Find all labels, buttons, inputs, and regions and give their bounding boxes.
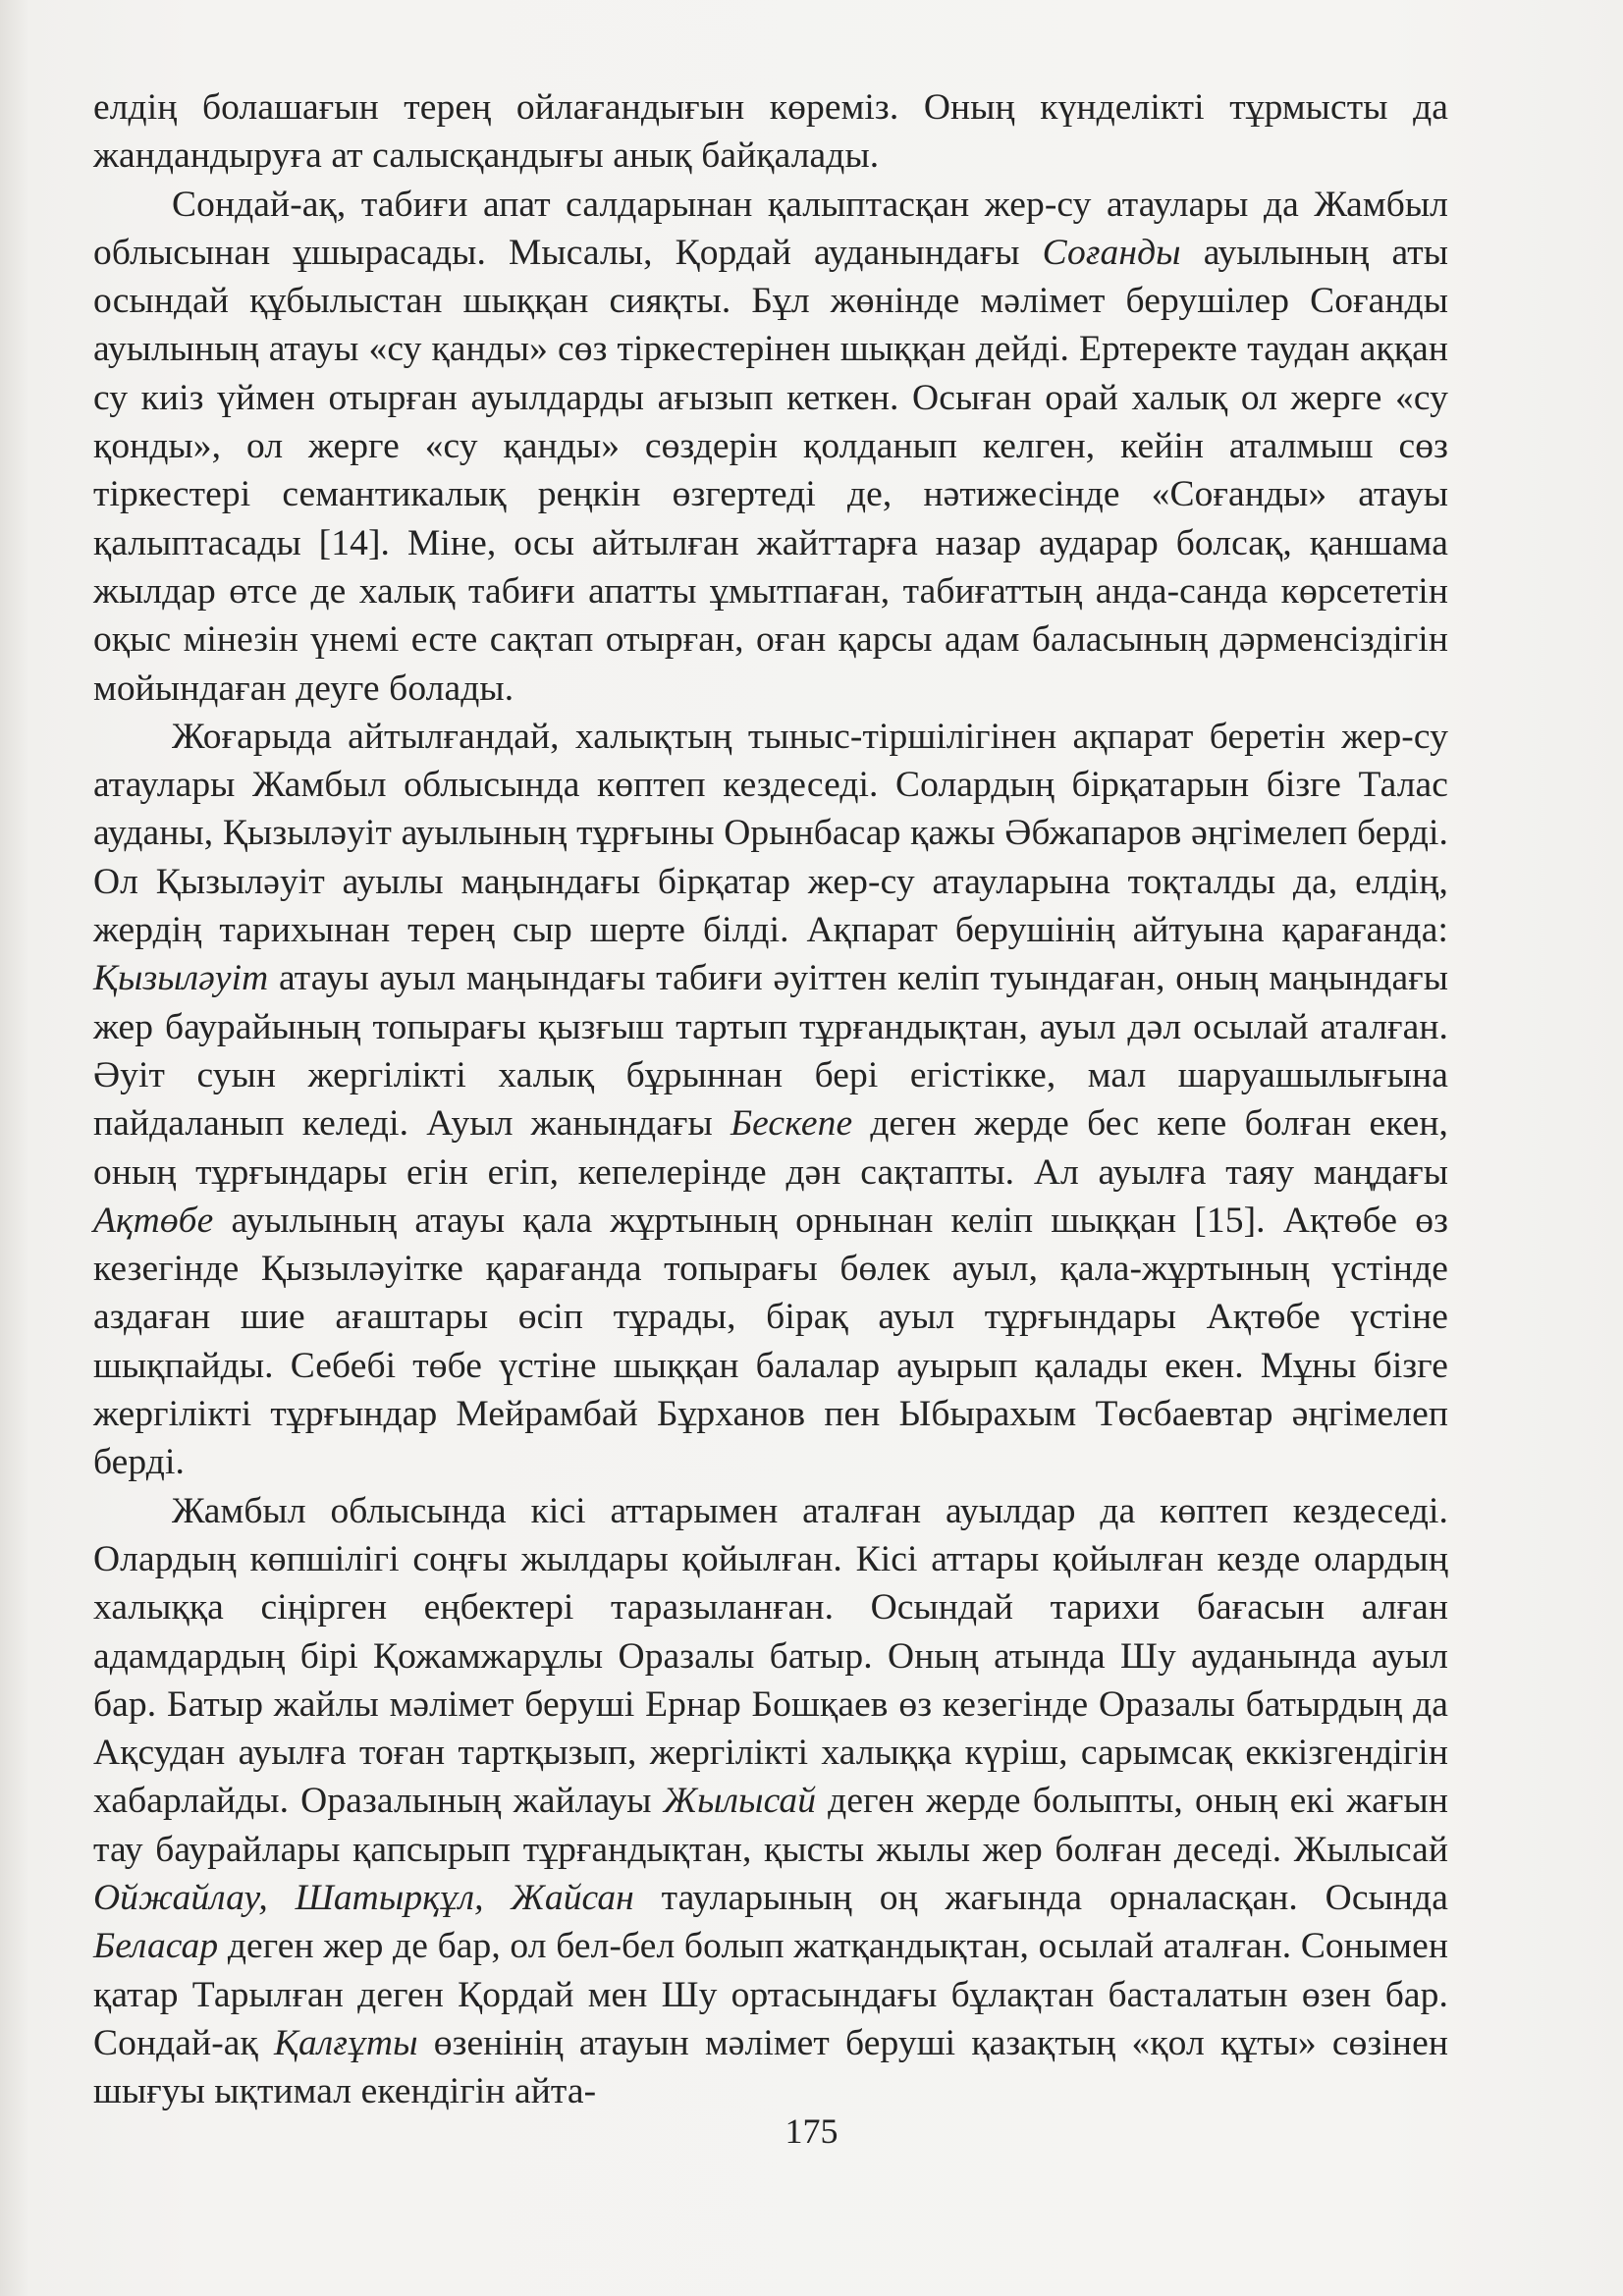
toponym-italic: Бескепе: [730, 1103, 853, 1145]
text-run: деген жер де бар, ол бел-бел болып жатқандықтан, осылай аталған. Сонымен қатар Тарылған деген Қордай мен Шу ортасындағы бұлақтан басталатын өзен бар. Сондай-ақ: [93, 1926, 1448, 2063]
text-run: Жамбыл облысында кісі аттарымен аталған ауылдар да көптеп кездеседі. Олардың көпшілігі соңғы жылдары қойылған. Кісі аттары қойылған кезде олардың халыққа сіңірген еңбектері таразыланған. Осындай тарихи бағасын алған адамдардың бірі Қожамжарұлы Оразалы батыр. Оның атында Шу ауданында ауыл бар. Батыр жайлы мәлімет беруші Ернар Бошқаев өз кезегінде Оразалы батырдың да Ақсудан ауылға тоған тартқызып, жергілікті халыққа күріш, сарымсақ еккізгендігін хабарлайды. Оразалының жайлауы: [93, 1490, 1448, 1822]
toponym-italic: Ақтөбе: [93, 1200, 214, 1241]
paragraph-2: [93, 181, 1448, 713]
body-text: [93, 83, 1448, 2115]
toponym-italic: Ойжайлау, Шатырқұл, Жайсан: [93, 1877, 634, 1918]
text-run: деген жерде бес кепе болған екен, оның тұрғындары егін егіп, кепелерінде дән сақтапты. Ал ауылға таяу маңдағы: [93, 1103, 1448, 1193]
text-run: өзенінің атауын мәлімет беруші қазақтың «қол құты» сөзінен шығуы ықтимал екендігін айта-: [93, 2022, 1449, 2112]
toponym-italic: Жылысай: [663, 1781, 817, 1822]
toponym-italic: Қызыләуіт: [93, 958, 269, 999]
paragraph-1: [93, 83, 1448, 181]
text-run: атауы ауыл маңындағы табиғи әуіттен келіп туындаған, оның маңындағы жер баурайының топырағы қызғыш тартып тұрғандықтан, ауыл дәл осылай аталған. Әуіт суын жергілікті халық бұрыннан бері егістікке, мал шаруашылығына пайдаланып келеді. Ауыл жанындағы: [93, 958, 1448, 1145]
text-run: ауылының атауы қала жұртының орнынан келіп шыққан [15]. Ақтөбе өз кезегінде Қызыләуітке қарағанда топырағы бөлек ауыл, қала-жұртының үстінде аздаған шие ағаштары өсіп тұрады, бірақ ауыл тұрғындары Ақтөбе үстіне шықпайды. Себебі төбе үстіне шыққан балалар ауырып қалады екен. Мұны бізге жергілікті тұрғындар Мейрамбай Бұрханов пен Ыбырахым Төсбаевтар әңгімелеп берді.: [93, 1200, 1448, 1483]
text-run: Жоғарыда айтылғандай, халықтың тыныс-тіршілігінен ақпарат беретін жер-су атаулары Жамбыл облысында көптеп кездеседі. Солардың бірқатарын бізге Талас ауданы, Қызыләуіт ауылының тұрғыны Орынбасар қажы Әбжапаров әңгімелеп берді. Ол Қызыләуіт ауылы маңындағы бірқатар жер-су атауларына тоқталды да, елдің, жердің тарихынан терең сыр шерте білді. Ақпарат берушінің айтуына қарағанда:: [93, 716, 1448, 951]
text-run: тауларының оң жағында орналасқан. Осында: [633, 1877, 1448, 1918]
text-run: Сондай-ақ, табиғи апат салдарынан қалыптасқан жер-су атаулары да Жамбыл облысынан ұшырасады. Мысалы, Қордай ауданындағы: [93, 184, 1448, 273]
toponym-italic: Соғанды: [1042, 232, 1181, 273]
text-run: деген жерде болыпты, оның екі жағын тау баурайлары қапсырып тұрғандықтан, қысты жылы жер болған деседі. Жылысай: [93, 1781, 1448, 1870]
text-run: елдің болашағын терең ойлағандығын көреміз. Оның күнделікті тұрмысты да жандандыруға ат салысқандығы анық байқалады.: [93, 87, 1448, 177]
page-number: 175: [784, 2111, 839, 2151]
text-run: ауылының аты осындай құбылыстан шыққан сияқты. Бұл жөнінде мәлімет берушілер Соғанды ауылының атауы «су қанды» сөз тіркестерінен шыққан дейді. Ертеректе таудан аққан су киіз үймен отырған ауылдарды ағызып кеткен. Осыған орай халық ол жерге «су қонды», ол жерге «су қанды» сөздерін қолданып келген, кейін аталмыш сөз тіркестері семантикалық реңкін өзгертеді де, нәтижесінде «Соғанды» атауы қалыптасады [14]. Міне, осы айтылған жайттарға назар аударар болсақ, қаншама жылдар өтсе де халық табиғи апатты ұмытпаған, табиғаттың анда-санда көрсететін оқыс мінезін үнемі есте сақтап отырған, оған қарсы адам баласының дәрменсіздігін мойындаған деуге болады.: [93, 232, 1449, 709]
paragraph-4: [93, 1487, 1448, 2116]
paragraph-3: [93, 713, 1448, 1487]
toponym-italic: Қалғұты: [274, 2022, 418, 2063]
toponym-italic: Беласар: [93, 1926, 219, 1967]
